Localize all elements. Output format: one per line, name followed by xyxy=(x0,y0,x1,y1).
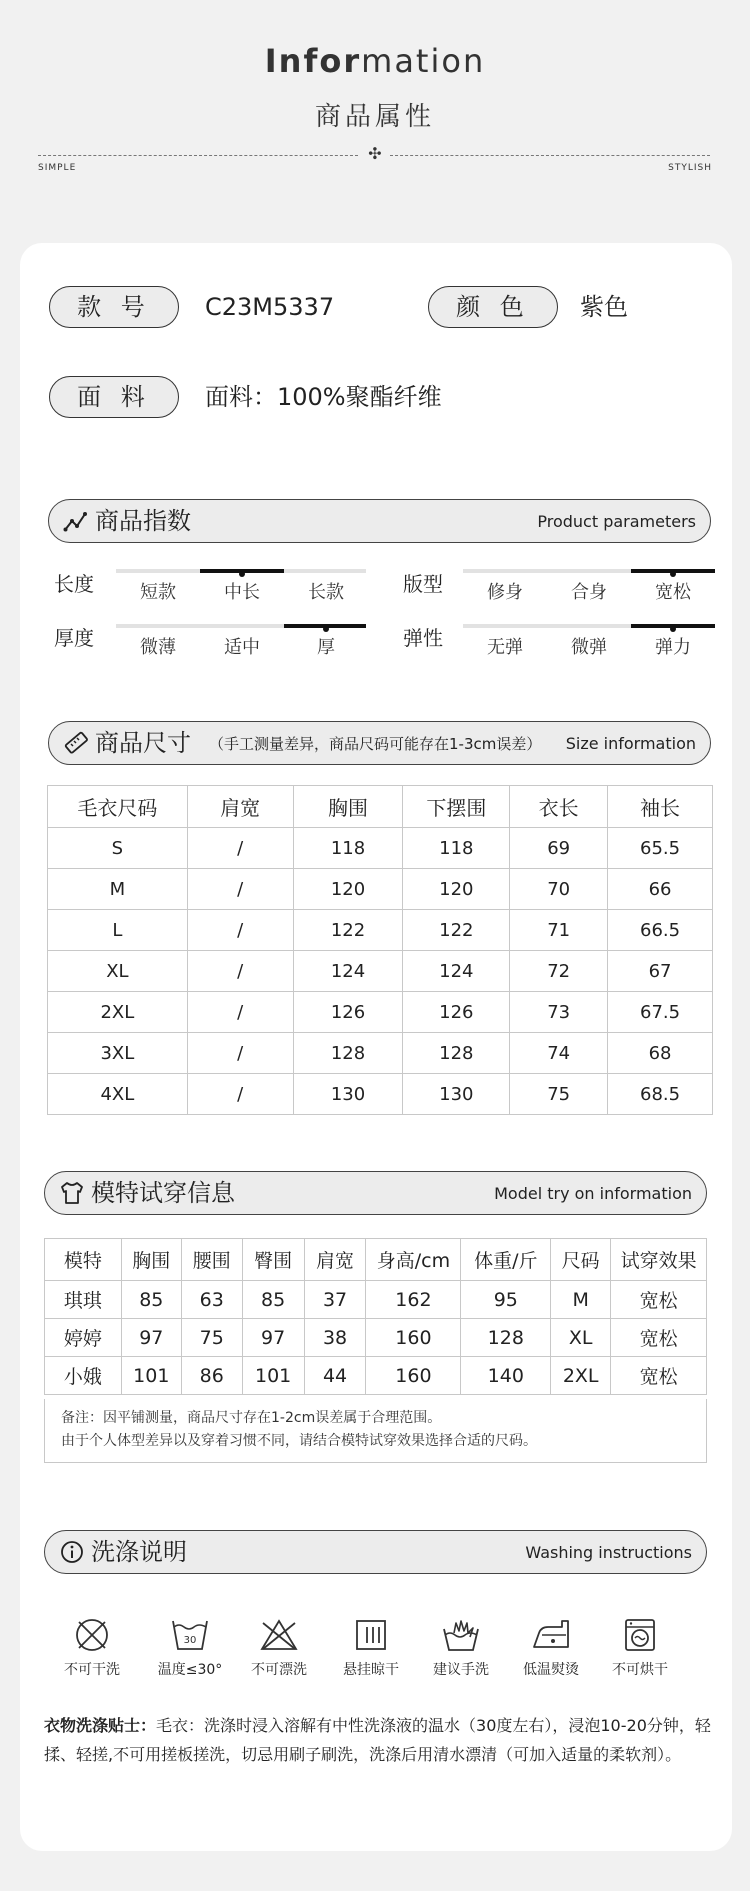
fabric-value: 面料：100%聚酯纤维 xyxy=(205,383,442,411)
wash-label: 不可漂洗 xyxy=(251,1662,307,1678)
table-cell: 124 xyxy=(293,951,403,992)
table-cell: 65.5 xyxy=(608,828,713,869)
table-cell: 2XL xyxy=(551,1357,611,1395)
page-subtitle: 商品属性 xyxy=(314,102,435,132)
wash-temp: 30 xyxy=(183,1635,197,1646)
length-option: 中长 xyxy=(224,582,260,603)
divider-left xyxy=(38,155,358,156)
hang-dry-icon xyxy=(353,1617,389,1653)
model-col-header: 体重/斤 xyxy=(461,1239,551,1281)
size-col-header: 肩宽 xyxy=(187,786,293,828)
table-cell: / xyxy=(187,992,293,1033)
table-cell: 75 xyxy=(510,1074,608,1115)
wash-30-icon xyxy=(170,1617,210,1653)
table-cell: / xyxy=(187,1033,293,1074)
wash-label: 不可干洗 xyxy=(64,1662,120,1678)
size-table xyxy=(47,785,713,1115)
table-cell: 160 xyxy=(366,1357,461,1395)
model-col-header: 胸围 xyxy=(121,1239,181,1281)
table-cell: M xyxy=(551,1281,611,1319)
table-cell: 128 xyxy=(461,1319,551,1357)
model-section-header xyxy=(44,1171,707,1215)
table-cell: 101 xyxy=(121,1357,181,1395)
divider-right xyxy=(390,155,710,156)
table-cell: 37 xyxy=(304,1281,366,1319)
hand-wash-icon xyxy=(440,1617,482,1653)
table-cell: 宽松 xyxy=(611,1281,707,1319)
fit-label: 版型 xyxy=(403,572,443,596)
fit-option: 宽松 xyxy=(655,582,691,603)
table-cell: 162 xyxy=(366,1281,461,1319)
elasticity-option: 微弹 xyxy=(571,637,607,658)
table-cell: 71 xyxy=(510,910,608,951)
table-row xyxy=(48,992,713,1033)
fit-track xyxy=(463,569,715,573)
stylish-tag: STYLISH xyxy=(668,163,712,173)
table-cell: 63 xyxy=(181,1281,242,1319)
wash-item xyxy=(47,1617,137,1679)
model-col-header: 腰围 xyxy=(181,1239,242,1281)
wash-item xyxy=(326,1617,416,1679)
fit-option: 合身 xyxy=(571,582,607,603)
model-title: 模特试穿信息 xyxy=(91,1179,235,1207)
table-cell: 120 xyxy=(403,869,510,910)
table-cell: 3XL xyxy=(48,1033,188,1074)
no-dry-clean-icon xyxy=(74,1617,110,1653)
table-cell: 122 xyxy=(403,910,510,951)
table-cell: 122 xyxy=(293,910,403,951)
fit-marker xyxy=(670,571,676,577)
thickness-option: 厚 xyxy=(317,637,335,658)
length-marker xyxy=(239,571,245,577)
color-value: 紫色 xyxy=(580,293,628,321)
table-row xyxy=(48,1074,713,1115)
trend-icon xyxy=(63,508,89,534)
thickness-marker xyxy=(323,626,329,632)
size-col-header: 袖长 xyxy=(608,786,713,828)
wash-item xyxy=(234,1617,324,1679)
elasticity-marker xyxy=(670,626,676,632)
table-row xyxy=(48,910,713,951)
table-cell: XL xyxy=(551,1319,611,1357)
wash-item xyxy=(416,1617,506,1679)
wash-item xyxy=(145,1617,235,1679)
table-cell: 67.5 xyxy=(608,992,713,1033)
color-label: 颜 色 xyxy=(428,286,558,328)
size-col-header: 胸围 xyxy=(293,786,403,828)
table-cell: 85 xyxy=(242,1281,304,1319)
wash-item xyxy=(506,1617,596,1679)
table-cell: 4XL xyxy=(48,1074,188,1115)
table-cell: 44 xyxy=(304,1357,366,1395)
style-no-label: 款 号 xyxy=(49,286,179,328)
table-cell: 69 xyxy=(510,828,608,869)
thickness-label: 厚度 xyxy=(54,626,94,650)
table-cell: 140 xyxy=(461,1357,551,1395)
table-row xyxy=(45,1357,707,1395)
wash-tips xyxy=(44,1711,724,1769)
table-cell: S xyxy=(48,828,188,869)
table-cell: / xyxy=(187,869,293,910)
table-cell: 66 xyxy=(608,869,713,910)
size-section-header xyxy=(48,721,711,765)
size-col-header: 衣长 xyxy=(510,786,608,828)
model-table-note xyxy=(44,1399,707,1463)
table-cell: 97 xyxy=(242,1319,304,1357)
table-cell: 38 xyxy=(304,1319,366,1357)
wash-label: 不可烘干 xyxy=(612,1662,668,1678)
wash-label: 悬挂晾干 xyxy=(343,1662,399,1678)
note-line: 备注：因平铺测量，商品尺寸存在1-2cm误差属于合理范围。 xyxy=(61,1410,442,1426)
page-title: Information xyxy=(264,42,486,80)
table-cell: 小娥 xyxy=(45,1357,122,1395)
size-table-header xyxy=(48,786,713,828)
elasticity-track xyxy=(463,624,715,628)
table-cell: 126 xyxy=(403,992,510,1033)
no-tumble-dry-icon xyxy=(622,1617,658,1653)
wash-title: 洗涤说明 xyxy=(91,1538,187,1566)
table-cell: 124 xyxy=(403,951,510,992)
model-col-header: 试穿效果 xyxy=(611,1239,707,1281)
wash-label: 温度≤30° xyxy=(157,1662,223,1678)
elasticity-label: 弹性 xyxy=(403,626,443,650)
no-bleach-icon xyxy=(259,1617,299,1653)
elasticity-option: 弹力 xyxy=(655,637,691,658)
wash-section-header xyxy=(44,1530,707,1574)
table-row xyxy=(45,1319,707,1357)
table-cell: 118 xyxy=(293,828,403,869)
wash-tips-label: 衣物洗涤贴士： xyxy=(44,1716,157,1735)
table-cell: 120 xyxy=(293,869,403,910)
shirt-icon xyxy=(59,1180,85,1206)
table-cell: 73 xyxy=(510,992,608,1033)
fabric-label: 面 料 xyxy=(49,376,179,418)
thickness-track xyxy=(116,624,366,628)
simple-tag: SIMPLE xyxy=(38,163,77,173)
wash-title-en: Washing instructions xyxy=(525,1543,692,1562)
model-col-header: 肩宽 xyxy=(304,1239,366,1281)
table-cell: 婷婷 xyxy=(45,1319,122,1357)
table-row xyxy=(48,828,713,869)
table-cell: 74 xyxy=(510,1033,608,1074)
length-option: 长款 xyxy=(308,582,344,603)
size-col-header: 下摆围 xyxy=(403,786,510,828)
ruler-icon xyxy=(63,730,89,756)
table-cell: 101 xyxy=(242,1357,304,1395)
table-cell: 85 xyxy=(121,1281,181,1319)
info-icon xyxy=(59,1539,85,1565)
table-cell: / xyxy=(187,1074,293,1115)
table-cell: 128 xyxy=(293,1033,403,1074)
length-option: 短款 xyxy=(140,582,176,603)
table-cell: 68 xyxy=(608,1033,713,1074)
table-cell: 66.5 xyxy=(608,910,713,951)
model-col-header: 尺码 xyxy=(551,1239,611,1281)
table-cell: L xyxy=(48,910,188,951)
table-cell: 宽松 xyxy=(611,1357,707,1395)
table-cell: / xyxy=(187,910,293,951)
params-title-en: Product parameters xyxy=(537,512,696,531)
model-col-header: 臀围 xyxy=(242,1239,304,1281)
thickness-option: 微薄 xyxy=(140,637,176,658)
table-cell: M xyxy=(48,869,188,910)
model-col-header: 身高/cm xyxy=(366,1239,461,1281)
table-cell: 宽松 xyxy=(611,1319,707,1357)
table-cell: 68.5 xyxy=(608,1074,713,1115)
model-table xyxy=(44,1238,707,1395)
size-note: （手工测量差异，商品尺码可能存在1-3cm误差） xyxy=(209,735,542,753)
size-title-en: Size information xyxy=(565,734,696,753)
table-row xyxy=(45,1281,707,1319)
table-cell: 86 xyxy=(181,1357,242,1395)
table-cell: 72 xyxy=(510,951,608,992)
table-cell: 70 xyxy=(510,869,608,910)
table-cell: 75 xyxy=(181,1319,242,1357)
table-cell: / xyxy=(187,951,293,992)
params-title: 商品指数 xyxy=(95,507,191,535)
table-cell: / xyxy=(187,828,293,869)
wash-label: 建议手洗 xyxy=(433,1662,489,1678)
style-no-value: C23M5337 xyxy=(205,293,335,321)
table-cell: 130 xyxy=(403,1074,510,1115)
size-title: 商品尺寸 xyxy=(95,729,191,757)
table-cell: 126 xyxy=(293,992,403,1033)
table-cell: XL xyxy=(48,951,188,992)
size-col-header: 毛衣尺码 xyxy=(48,786,188,828)
table-cell: 130 xyxy=(293,1074,403,1115)
table-cell: 97 xyxy=(121,1319,181,1357)
model-table-header xyxy=(45,1239,707,1281)
wash-item xyxy=(595,1617,685,1679)
table-cell: 琪琪 xyxy=(45,1281,122,1319)
wash-tips-text: 毛衣：洗涤时浸入溶解有中性洗涤液的温水（30度左右），浸泡10-20分钟，轻揉、轻搓,不可用搓板搓洗，切忌用刷子刷洗，洗涤后用清水漂清（可加入适量的柔软剂）。 xyxy=(44,1716,711,1764)
wash-label: 低温熨烫 xyxy=(523,1662,579,1678)
params-section-header xyxy=(48,499,711,543)
table-row xyxy=(48,869,713,910)
thickness-option: 适中 xyxy=(224,637,260,658)
model-title-en: Model try on information xyxy=(494,1184,692,1203)
fit-option: 修身 xyxy=(487,582,523,603)
cross-ornament-icon: ✣ xyxy=(368,144,382,163)
low-iron-icon xyxy=(530,1617,572,1653)
table-cell: 160 xyxy=(366,1319,461,1357)
model-col-header: 模特 xyxy=(45,1239,122,1281)
table-cell: 128 xyxy=(403,1033,510,1074)
length-track xyxy=(116,569,366,573)
table-cell: 2XL xyxy=(48,992,188,1033)
table-row xyxy=(48,1033,713,1074)
table-row xyxy=(48,951,713,992)
length-label: 长度 xyxy=(54,572,94,596)
table-cell: 95 xyxy=(461,1281,551,1319)
note-line: 由于个人体型差异以及穿着习惯不同，请结合模特试穿效果选择合适的尺码。 xyxy=(61,1433,537,1449)
table-cell: 118 xyxy=(403,828,510,869)
table-cell: 67 xyxy=(608,951,713,992)
elasticity-option: 无弹 xyxy=(487,637,523,658)
